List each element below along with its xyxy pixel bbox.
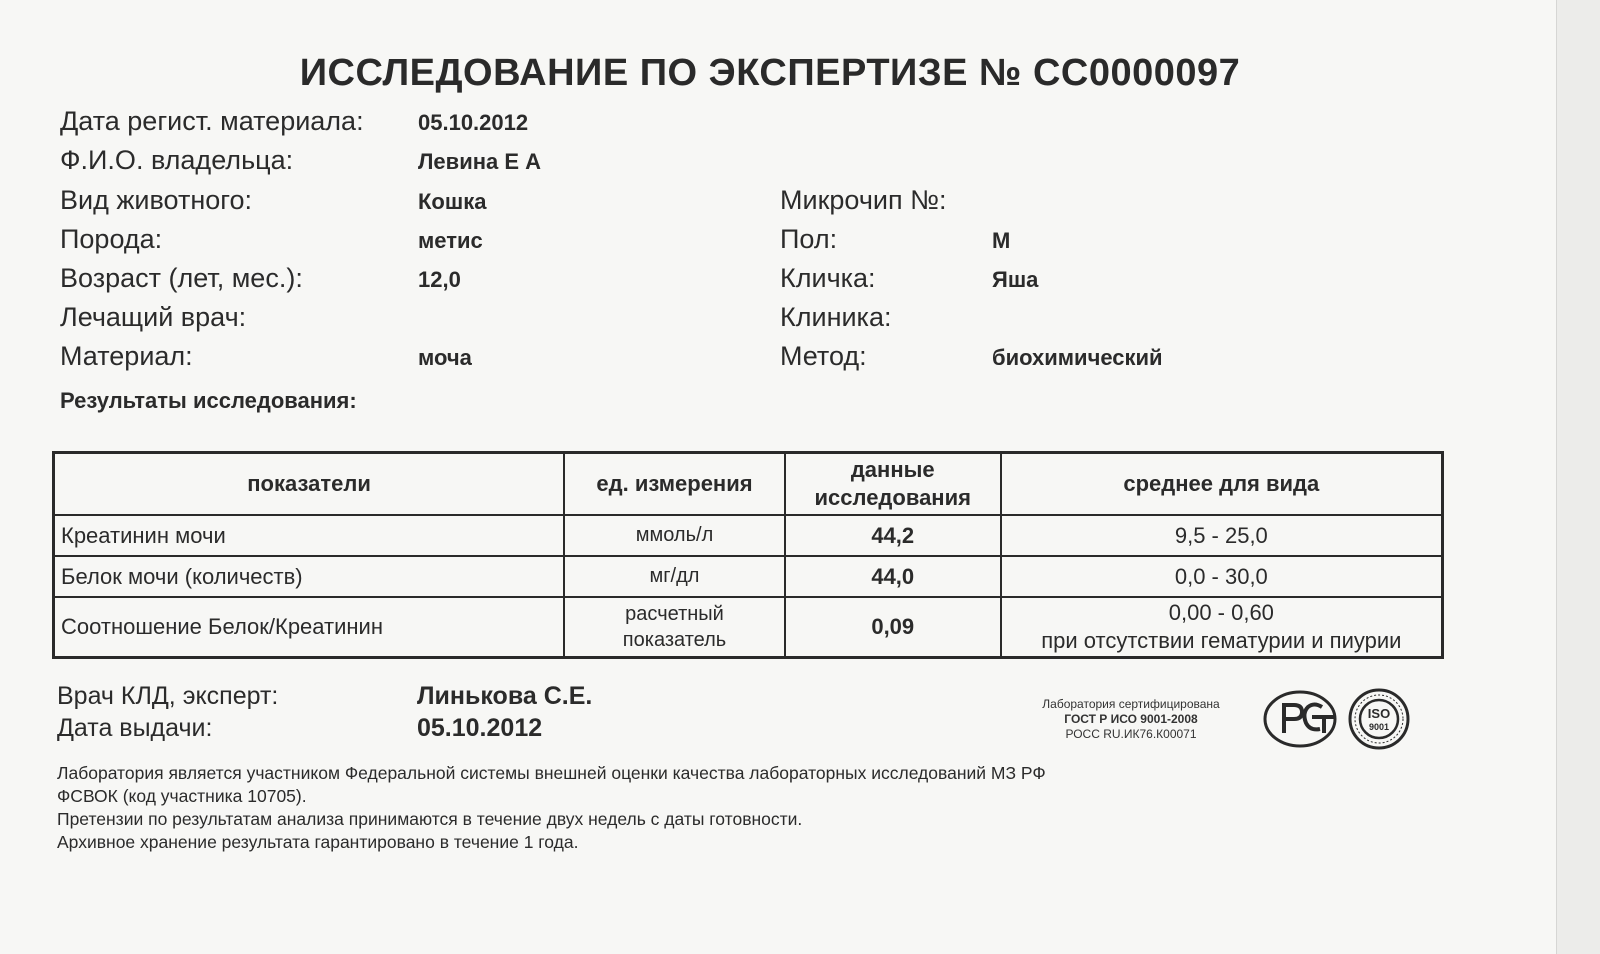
age-label: Возраст (лет, мес.):	[60, 263, 303, 293]
table-row	[54, 597, 1443, 658]
expert-value: Линькова С.Е.	[417, 682, 593, 710]
table-header-row	[54, 453, 1443, 516]
row-value: 44,0	[785, 556, 1001, 597]
animal-value: Кошка	[418, 189, 487, 214]
sex-value: М	[992, 228, 1011, 253]
rst-seal	[1262, 689, 1340, 749]
material-label: Материал:	[60, 341, 193, 371]
reg-date-label: Дата регист. материала:	[60, 106, 364, 136]
breed-label: Порода:	[60, 224, 163, 254]
note-line: ФСВОК (код участника 10705).	[57, 786, 307, 806]
scan-edge	[1556, 0, 1600, 954]
header-norm: среднее для вида	[1001, 453, 1443, 516]
note-line: Лаборатория является участником Федеральной системы внешней оценки качества лабораторных исследований МЗ РФ	[57, 763, 1046, 783]
animal-label: Вид животного:	[60, 185, 253, 215]
row-unit: ммоль/л	[564, 515, 785, 556]
method-label: Метод:	[780, 341, 867, 371]
table-row	[54, 556, 1443, 597]
row-norm-line1: 0,00 - 0,60	[1168, 600, 1274, 625]
clinic-label: Клиника:	[780, 302, 892, 332]
doctor-label: Лечащий врач:	[60, 302, 247, 332]
cert-line2: ГОСТ Р ИСО 9001-2008	[1064, 712, 1198, 726]
row-name: Белок мочи (количеств)	[54, 556, 565, 597]
iso-mark-text: ISO	[1367, 706, 1391, 721]
row-norm: 9,5 - 25,0	[1001, 515, 1443, 556]
issue-date-label: Дата выдачи:	[57, 714, 213, 742]
nickname-label: Кличка:	[780, 263, 876, 293]
row-value: 0,09	[785, 597, 1001, 658]
row-value: 44,2	[785, 515, 1001, 556]
header-unit: ед. измерения	[564, 453, 785, 516]
iso-number-text: 9001	[1368, 722, 1390, 732]
header-data-line1: данные	[850, 457, 935, 482]
row-name: Соотношение Белок/Креатинин	[54, 597, 565, 658]
header-indicators: показатели	[54, 453, 565, 516]
material-value: моча	[418, 345, 472, 370]
results-heading: Результаты исследования:	[60, 388, 357, 413]
sex-label: Пол:	[780, 224, 838, 254]
expert-label: Врач КЛД, эксперт:	[57, 682, 279, 710]
row-unit	[564, 597, 785, 658]
document-title: ИССЛЕДОВАНИЕ ПО ЭКСПЕРТИЗЕ № СС0000097	[299, 52, 1241, 94]
owner-label: Ф.И.О. владельца:	[60, 145, 294, 175]
row-norm	[1001, 597, 1443, 658]
note-line: Претензии по результатам анализа принимаются в течение двух недель с даты готовности.	[57, 809, 803, 829]
row-name: Креатинин мочи	[54, 515, 565, 556]
row-norm-line2: при отсутствии гематурии и пиурии	[1041, 628, 1402, 653]
age-value: 12,0	[418, 267, 461, 292]
iso-seal	[1346, 688, 1412, 750]
nickname-value: Яша	[992, 267, 1039, 292]
cert-line3: РОСС RU.ИК76.К00071	[1065, 727, 1197, 741]
method-value: биохимический	[992, 345, 1163, 370]
footer-notes	[57, 762, 1046, 854]
breed-value: метис	[418, 228, 483, 253]
issue-date-value: 05.10.2012	[417, 714, 543, 742]
row-unit-line1: расчетный	[625, 603, 724, 625]
results-table	[52, 451, 1444, 659]
header-data	[785, 453, 1001, 516]
cert-line1: Лаборатория сертифицирована	[1042, 697, 1220, 711]
row-norm: 0,0 - 30,0	[1001, 556, 1443, 597]
note-line: Архивное хранение результата гарантировано в течение 1 года.	[57, 832, 579, 852]
certification-text	[1016, 697, 1246, 742]
reg-date-value: 05.10.2012	[418, 110, 529, 135]
header-data-line2: исследования	[814, 485, 971, 510]
row-unit-line2: показатель	[622, 629, 727, 651]
table-row	[54, 515, 1443, 556]
chip-label: Микрочип №:	[780, 185, 947, 215]
owner-value: Левина Е А	[418, 149, 542, 174]
row-unit: мг/дл	[564, 556, 785, 597]
